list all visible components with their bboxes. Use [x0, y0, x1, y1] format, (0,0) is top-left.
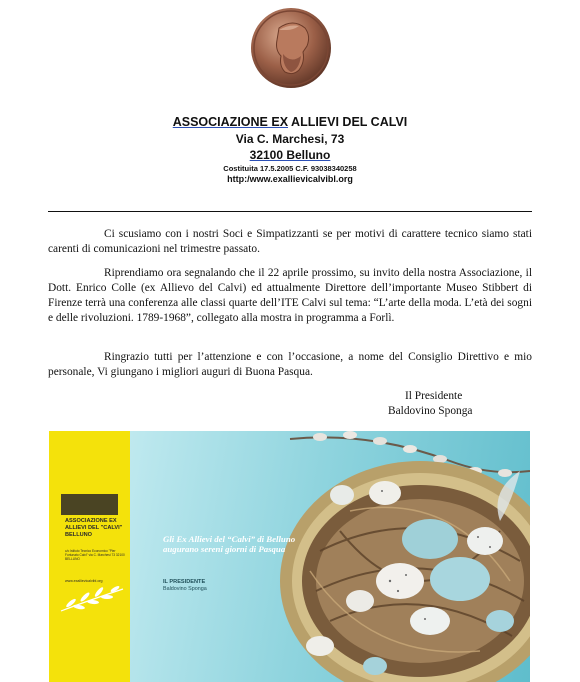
paragraph-greetings [48, 350, 532, 380]
association-name [0, 115, 580, 129]
olive-branch-icon [57, 581, 127, 617]
card-greeting-text: Gli Ex Allievi del “Calvi” di Belluno augurano sereni giorni di Pasqua [163, 534, 296, 554]
card-president-label: IL PRESIDENTE [163, 579, 206, 585]
association-name-underlined: ASSOCIAZIONE EX [172, 115, 289, 129]
card-yellow-band [49, 431, 130, 682]
signature-name: Baldovino Sponga [388, 405, 473, 417]
association-city [0, 148, 580, 162]
paragraph-conference-text: Riprendiamo ora segnalando che il 22 aprile prossimo, su invito della nostra Associazione, il Dott. Enrico Colle (ex Allievo del Calvi) ed attualmente Direttore dell’importante Museo Stibbert di Firenze terrà una conferenza alle classi quarte dell’ITE Calvi sul tema: “L’arte della moda. L’età dei sogni e delle rivoluzioni. 1789-1968”, collegato alla mostra in programma a Forlì. [48, 267, 532, 324]
paragraph-greetings-text: Ringrazio tutti per l’attenzione e con l’occasione, a nome del Consiglio Direttivo e mio personale, Vi giungano i migliori auguri di Buona Pasqua. [48, 351, 532, 378]
card-band-website: www.exallievicalvibl.org [65, 579, 103, 583]
card-president-name: Baldovino Sponga [163, 586, 207, 592]
card-president-block [163, 579, 323, 592]
association-registration: Costituita 17.5.2005 C.F. 93038340258 [223, 164, 357, 173]
association-address: Via C. Marchesi, 73 [235, 132, 345, 146]
association-city-text: 32100 Belluno [249, 148, 331, 162]
association-name-rest: ALLIEVI DEL CALVI [288, 115, 408, 129]
header-divider [48, 211, 532, 212]
paragraph-apology [48, 227, 532, 257]
card-band-address: c/o Istituto Tecnico Economico "Pier Fortunato Calvi" via C. Marchesi 73 32100 BELLUNO [65, 549, 125, 561]
signature-role: Il Presidente [405, 390, 463, 402]
association-website[interactable]: http:/www.exallievicalvibl.org [227, 174, 353, 184]
paragraph-conference [48, 266, 532, 326]
card-band-logo [61, 494, 118, 515]
paragraph-apology-text: Ci scusiamo con i nostri Soci e Simpatizzanti se per motivi di carattere tecnico siamo stati carenti di comunicazioni nel trimestre passato. [48, 228, 532, 255]
association-medal-logo [249, 6, 333, 90]
card-band-title: ASSOCIAZIONE EX ALLIEVI DEL "CALVI" BELLUNO [65, 518, 123, 538]
easter-nest-illustration [250, 431, 530, 682]
easter-greeting-card [49, 431, 530, 682]
